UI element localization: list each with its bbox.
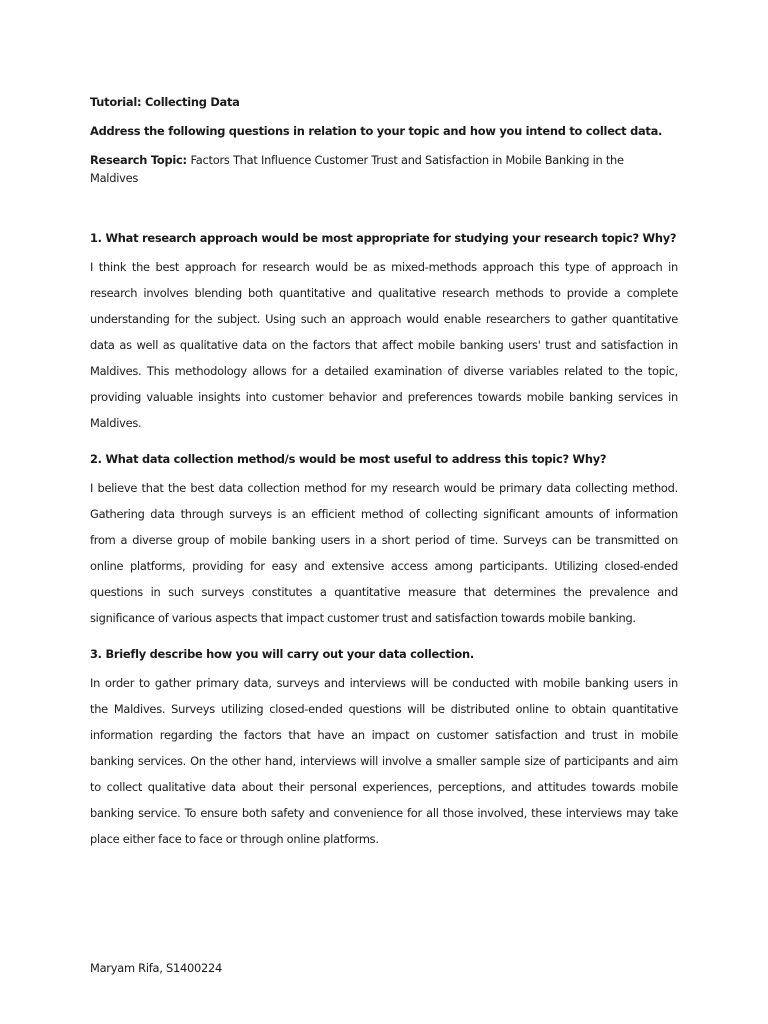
answer-3-line: In order to gather primary data, surveys and interviews will be conducted with mobile banking users in <box>90 676 678 690</box>
answer-2-line: online platforms, providing for easy and extensive access among participants. Utilizing closed-ended <box>90 559 678 573</box>
answer-1-line: research involves blending both quantitative and qualitative research methods to provide a complete <box>90 286 678 300</box>
answer-3-line: the Maldives. Surveys utilizing closed-ended questions will be distributed online to obtain quantitative <box>90 702 678 716</box>
answer-2-line: from a diverse group of mobile banking users in a short period of time. Surveys can be transmitted on <box>90 533 678 547</box>
answer-3-line: place either face to face or through online platforms. <box>90 832 379 846</box>
question-3: 3. Briefly describe how you will carry out your data collection. <box>90 647 474 661</box>
question-2: 2. What data collection method/s would be most useful to address this topic? Why? <box>90 452 607 466</box>
answer-3-line: to collect qualitative data about their personal experiences, perceptions, and attitudes towards mobile <box>90 780 678 794</box>
answer-1-line: Maldives. <box>90 416 142 430</box>
question-1: 1. What research approach would be most appropriate for studying your research topic? Why? <box>90 231 677 245</box>
research-topic-label: Research Topic: <box>90 153 191 167</box>
research-topic-text: Factors That Influence Customer Trust and Satisfaction in Mobile Banking in the <box>190 153 624 167</box>
answer-2-line: I believe that the best data collection method for my research would be primary data collecting method. <box>90 481 678 495</box>
footer-author: Maryam Rifa, S1400224 <box>90 961 222 975</box>
research-topic-line-2: Maldives <box>90 171 139 185</box>
answer-2-line: significance of various aspects that impact customer trust and satisfaction towards mobile banking. <box>90 611 636 625</box>
research-topic-line-1 <box>90 152 624 168</box>
answer-1-line: I think the best approach for research would be as mixed-methods approach this type of approach in <box>90 260 678 274</box>
answer-1-line: Maldives. This methodology allows for a detailed examination of diverse variables related to the topic, <box>90 364 678 378</box>
document-page <box>90 0 680 1024</box>
answer-3-line: banking services. On the other hand, interviews will involve a smaller sample size of participants and aim <box>90 754 678 768</box>
instruction-text: Address the following questions in relation to your topic and how you intend to collect data. <box>90 124 663 138</box>
tutorial-title: Tutorial: Collecting Data <box>90 95 240 109</box>
answer-1-line: understanding for the subject. Using such an approach would enable researchers to gather quantitative <box>90 312 678 326</box>
answer-2-line: Gathering data through surveys is an efficient method of collecting significant amounts of information <box>90 507 678 521</box>
answer-3-line: information regarding the factors that have an impact on customer satisfaction and trust in mobile <box>90 728 678 742</box>
answer-3-line: banking service. To ensure both safety and convenience for all those involved, these interviews may take <box>90 806 678 820</box>
answer-2-line: questions in such surveys constitutes a quantitative measure that determines the prevalence and <box>90 585 678 599</box>
answer-1-line: data as well as qualitative data on the factors that affect mobile banking users' trust and satisfaction in <box>90 338 678 352</box>
answer-1-line: providing valuable insights into customer behavior and preferences towards mobile banking services in <box>90 390 678 404</box>
